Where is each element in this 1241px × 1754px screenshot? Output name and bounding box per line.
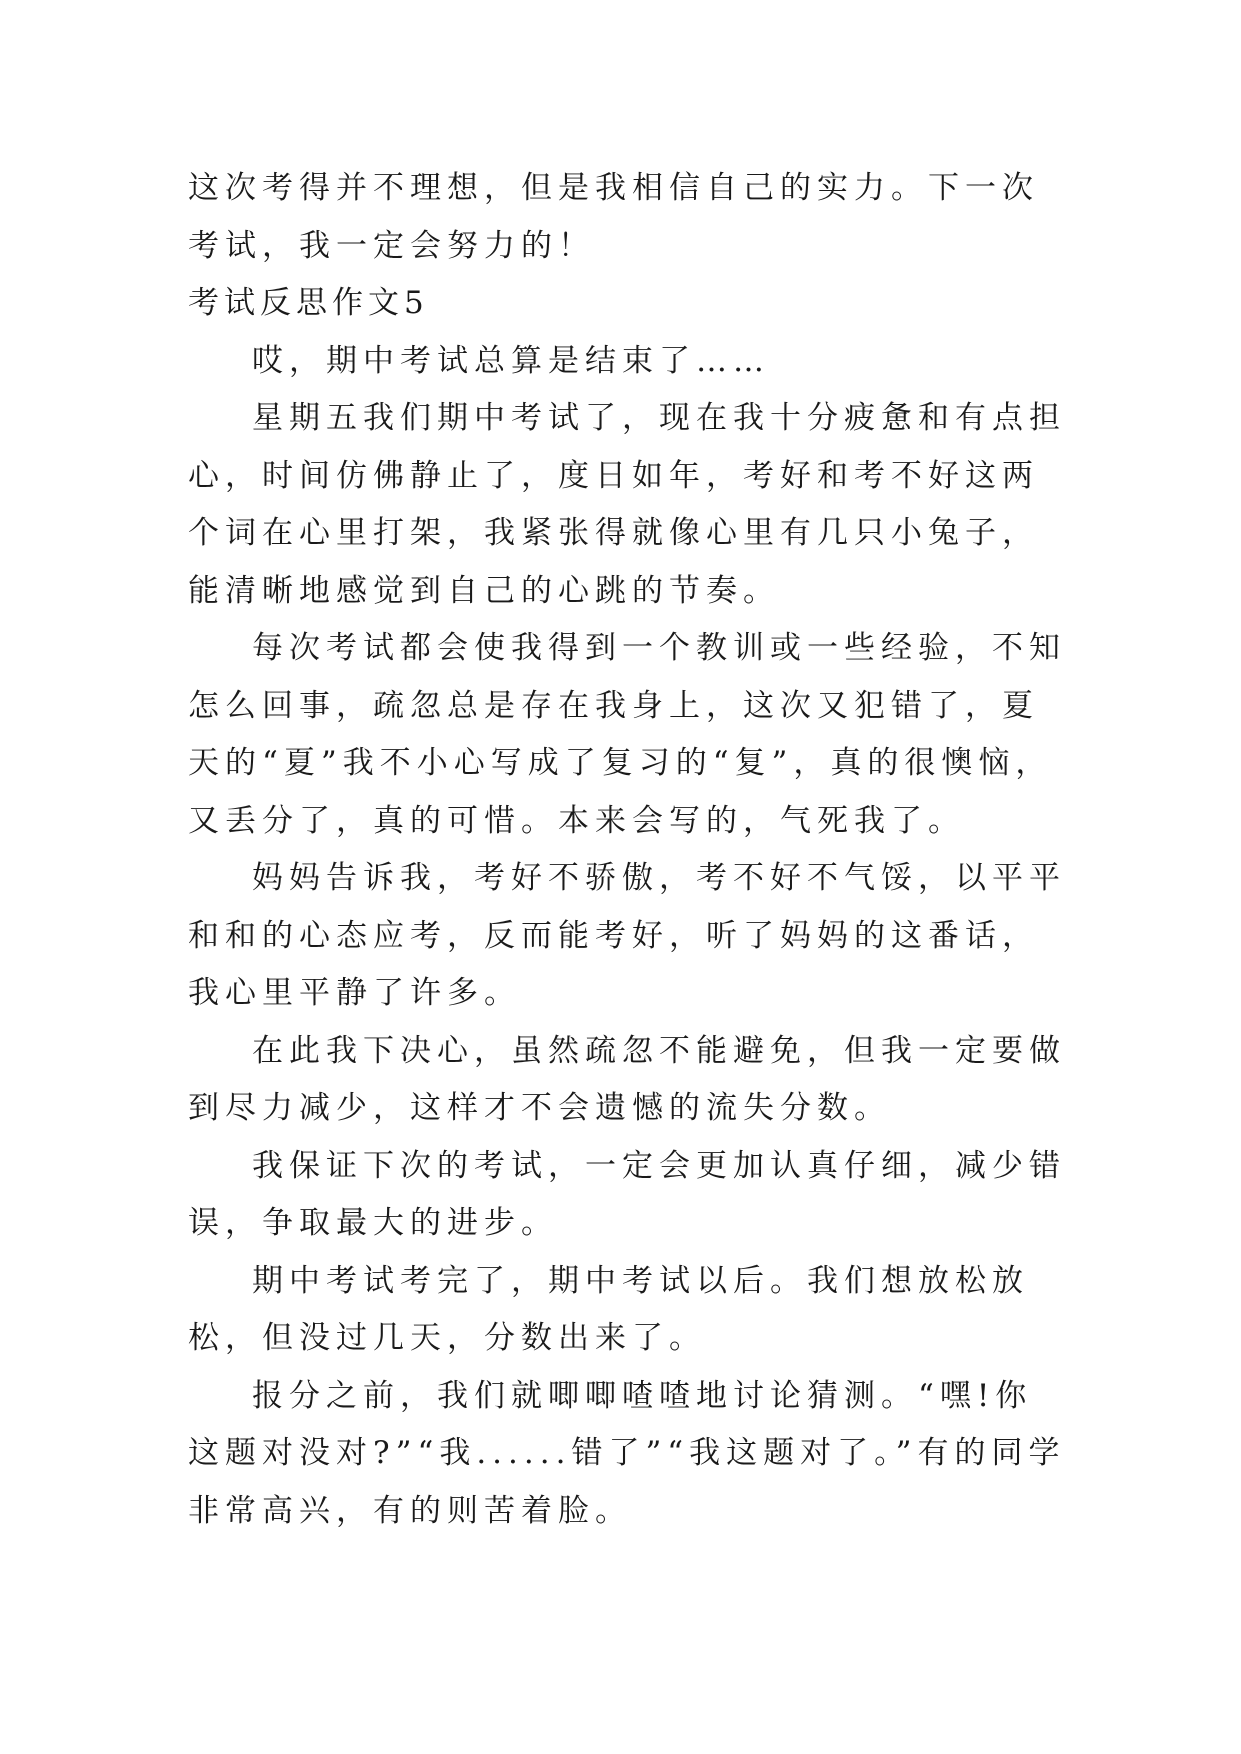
paragraph-7: 我保证下次的考试，一定会更加认真仔细，减少错误，争取最大的进步。 — [188, 1147, 1066, 1241]
paragraph-6: 在此我下决心，虽然疏忽不能避免，但我一定要做到尽力减少，这样才不会遗憾的流失分数。 — [188, 1032, 1066, 1126]
section-heading: 考试反思作文5 — [188, 285, 429, 321]
paragraph-3: 星期五我们期中考试了，现在我十分疲惫和有点担心，时间仿佛静止了，度日如年，考好和考不好这两个词在心里打架，我紧张得就像心里有几只小兔子，能清晰地感觉到自己的心跳的节奏。 — [188, 400, 1066, 609]
paragraph-2: 哎，期中考试总算是结束了…… — [252, 342, 770, 379]
paragraph-5: 妈妈告诉我，考好不骄傲，考不好不气馁，以平平和和的心态应考，反而能考好，听了妈妈的这番话，我心里平静了许多。 — [188, 860, 1066, 1011]
document-body — [188, 160, 1068, 1540]
paragraph-9: 报分之前，我们就唧唧喳喳地讨论猜测。“嘿!你这题对没对?”“我......错了”“我这题对了。”有的同学非常高兴，有的则苦着脸。 — [188, 1377, 1066, 1529]
paragraph-1: 这次考得并不理想，但是我相信自己的实力。下一次考试，我一定会努力的！ — [188, 170, 1039, 264]
paragraph-8: 期中考试考完了，期中考试以后。我们想放松放松，但没过几天，分数出来了。 — [188, 1262, 1029, 1356]
paragraph-4: 每次考试都会使我得到一个教训或一些经验，不知怎么回事，疏忽总是存在我身上，这次又犯错了，夏天的“夏”我不小心写成了复习的“复”，真的很懊恼，又丢分了，真的可惜。本来会写的，气死我了。 — [188, 630, 1066, 839]
